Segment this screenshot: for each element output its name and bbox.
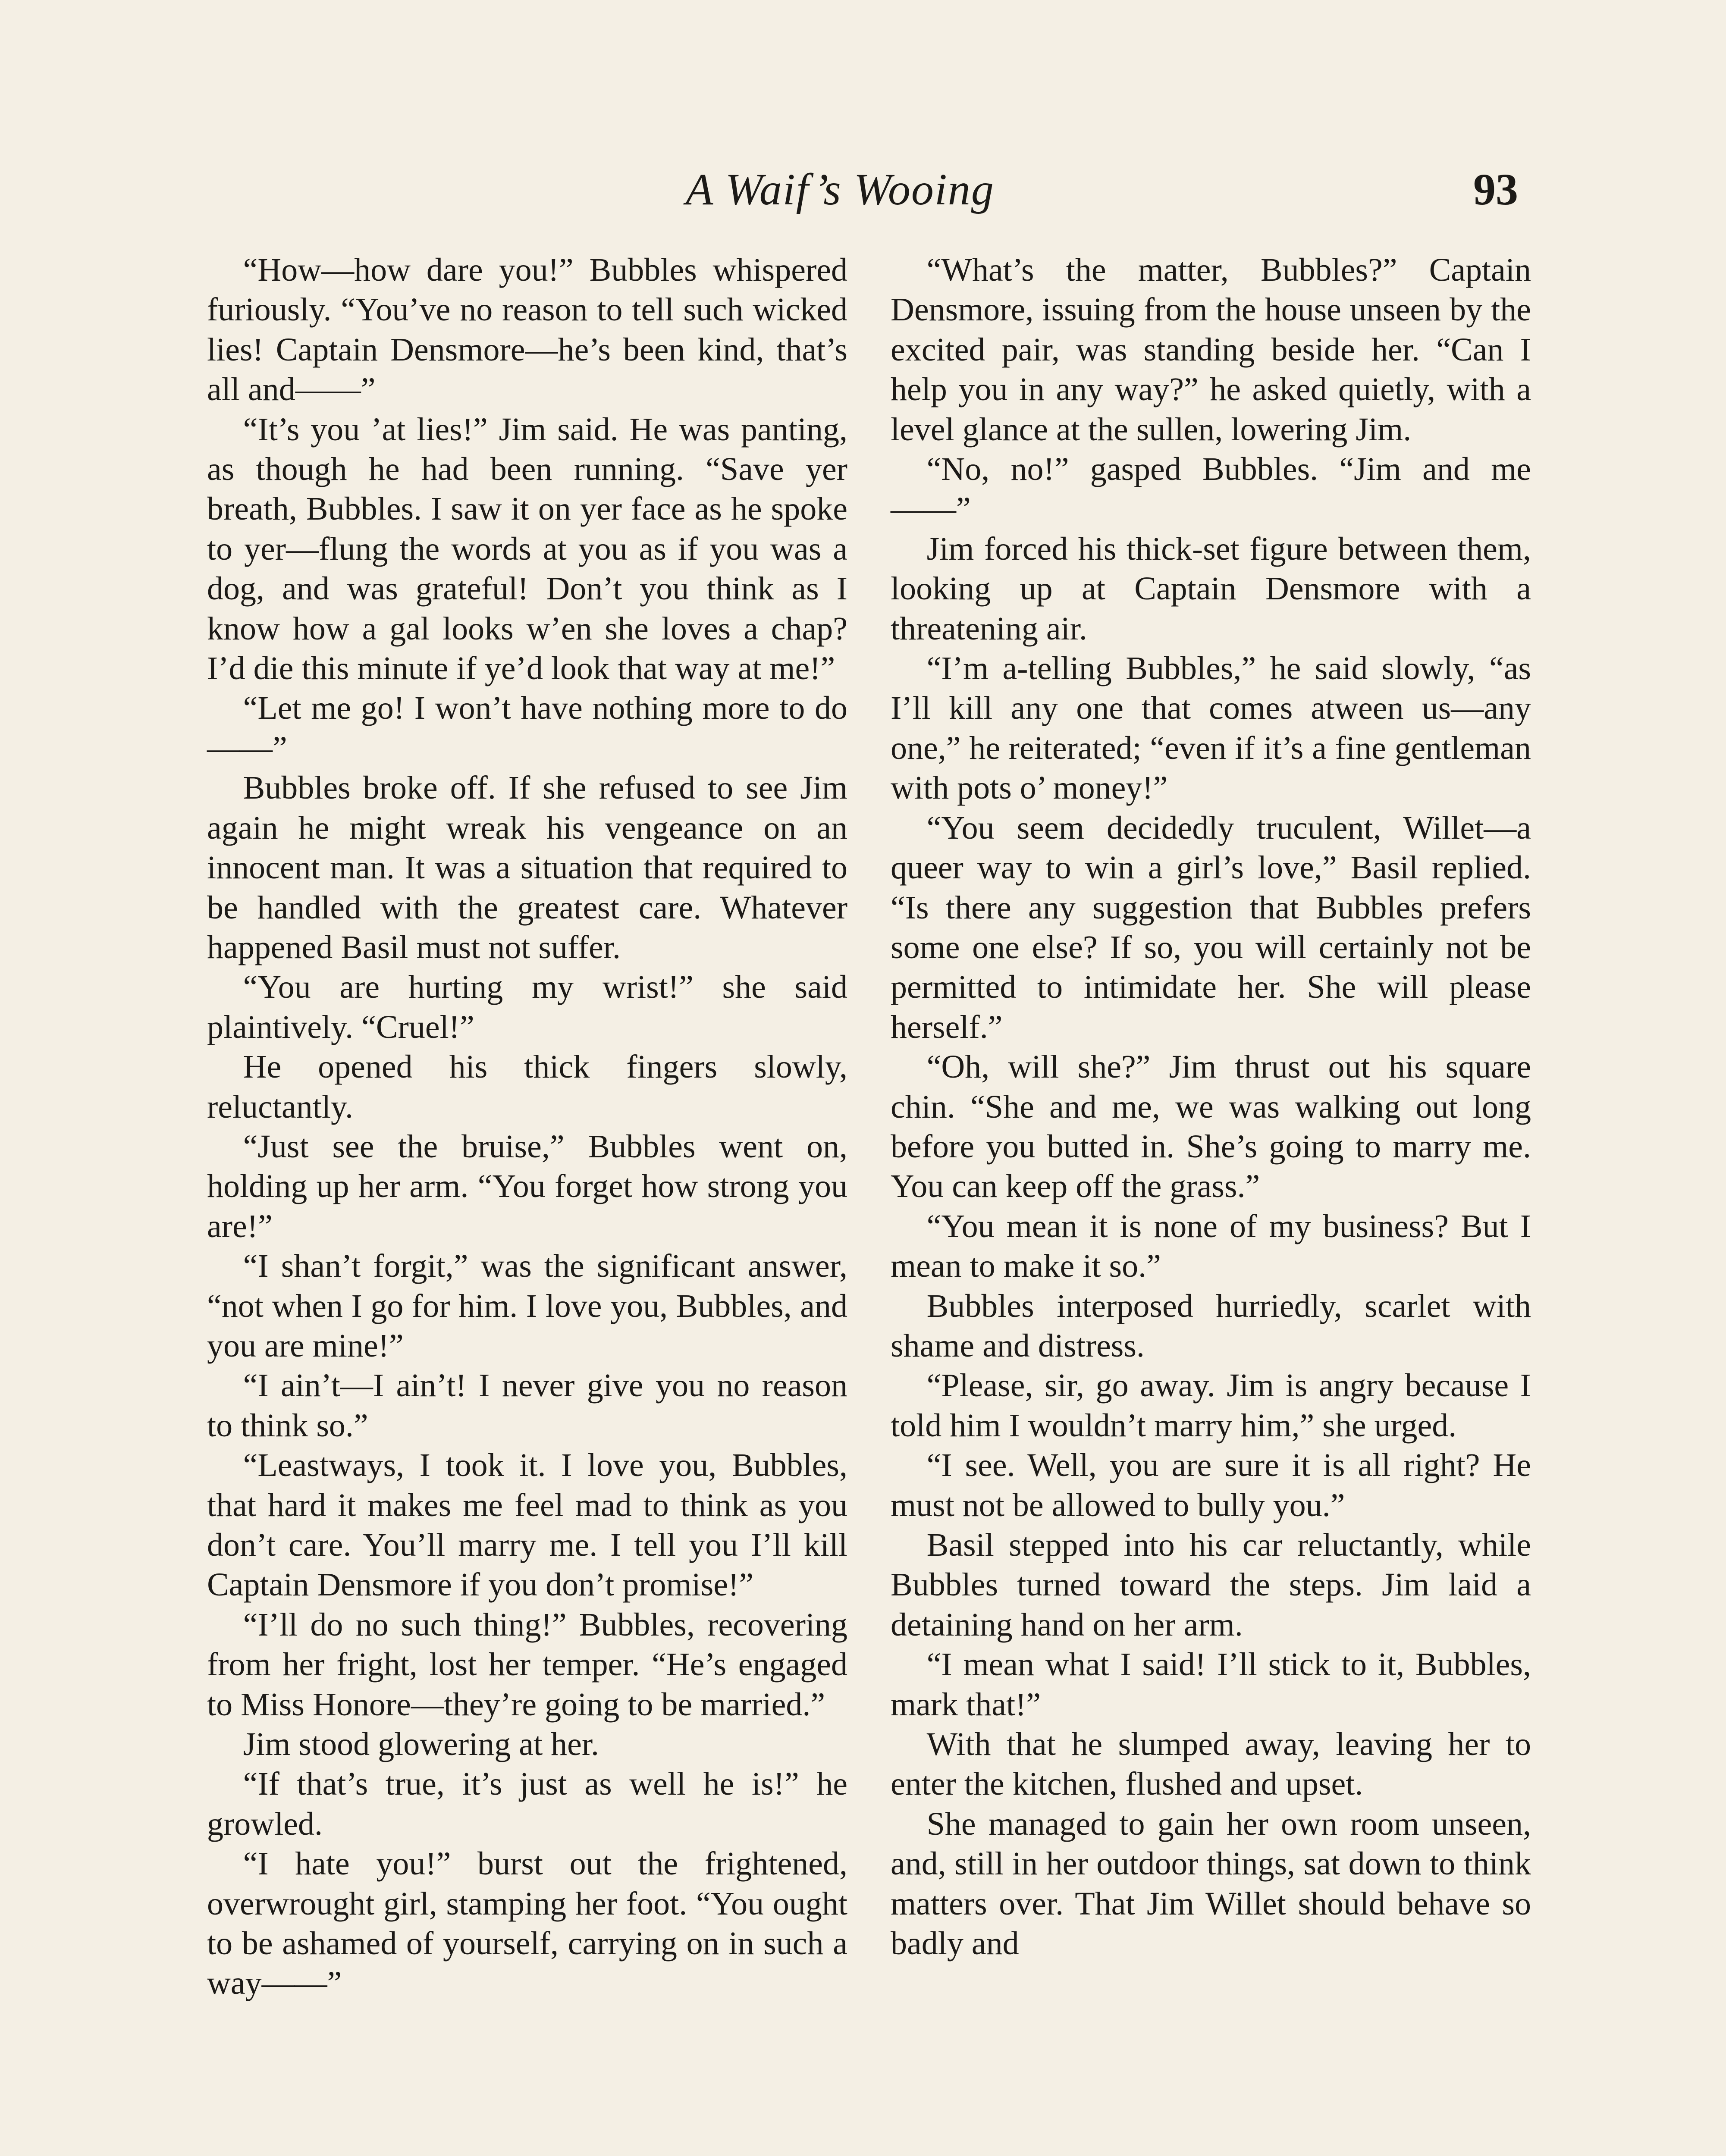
paragraph: “How—how dare you!” Bubbles whispered furiously. “You’ve no reason to tell such wicked lies! Captain Densmore—he’s been kind, that’s all and——” <box>207 252 847 408</box>
page-header <box>207 164 1518 237</box>
paragraph: “You are hurting my wrist!” she said plaintively. “Cruel!” <box>207 969 847 1045</box>
paragraph: Bubbles interposed hurriedly, scarlet with shame and distress. <box>891 1288 1531 1364</box>
paragraph: “I mean what I said! I’ll stick to it, Bubbles, mark that!” <box>891 1646 1531 1723</box>
paragraph: “You seem decidedly truculent, Willet—a queer way to win a girl’s love,” Basil replied. “Is there any suggestion that Bubbles prefers some one else? If so, you will certainly not be permitted to intimidate her. She will please herself.” <box>891 809 1531 1045</box>
paragraph: “I ain’t—I ain’t! I never give you no reason to think so.” <box>207 1367 847 1444</box>
paragraph: “Leastways, I took it. I love you, Bubbles, that hard it makes me feel mad to think as you don’t care. You’ll marry me. I tell you I’ll kill Captain Densmore if you don’t promise!” <box>207 1447 847 1603</box>
right-column <box>891 250 1531 1963</box>
paragraph: She managed to gain her own room unseen, and, still in her outdoor things, sat down to think matters over. That Jim Willet should behave so badly and <box>891 1805 1531 1962</box>
paragraph: Jim stood glowering at her. <box>243 1726 599 1763</box>
paragraph: Bubbles broke off. If she refused to see Jim again he might wreak his vengeance on an innocent man. It was a situation that required to be handled with the greatest care. Whatever happened Basil must not suffer. <box>207 770 847 965</box>
paragraph: “No, no!” gasped Bubbles. “Jim and me——” <box>891 451 1531 527</box>
paragraph: He opened his thick fingers slowly, reluctantly. <box>207 1049 847 1125</box>
paragraph: “I hate you!” burst out the frightened, overwrought girl, stamping her foot. “You ought to be ashamed of yourself, carrying on in such a way——” <box>207 1846 847 2002</box>
paragraph: “I’m a-telling Bubbles,” he said slowly, “as I’ll kill any one that comes atween us—any one,” he reiterated; “even if it’s a fine gentleman with pots o’ money!” <box>891 650 1531 806</box>
paragraph: “Please, sir, go away. Jim is angry because I told him I wouldn’t marry him,” she urged. <box>891 1367 1531 1444</box>
paragraph: “Just see the bruise,” Bubbles went on, holding up her arm. “You forget how strong you are!” <box>207 1128 847 1244</box>
paragraph: “What’s the matter, Bubbles?” Captain Densmore, issuing from the house unseen by the excited pair, was standing beside her. “Can I help you in any way?” he asked quietly, with a level glance at the sullen, lowering Jim. <box>891 252 1531 448</box>
paragraph: With that he slumped away, leaving her to enter the kitchen, flushed and upset. <box>891 1726 1531 1802</box>
paragraph: Basil stepped into his car reluctantly, while Bubbles turned toward the steps. Jim laid a detaining hand on her arm. <box>891 1527 1531 1643</box>
paragraph: Jim forced his thick-set figure between them, looking up at Captain Densmore with a threatening air. <box>891 530 1531 647</box>
page-number: 93 <box>1473 165 1518 214</box>
paragraph: “If that’s true, it’s just as well he is!” he growled. <box>207 1766 847 1842</box>
paragraph: “Let me go! I won’t have nothing more to do——” <box>207 690 847 766</box>
paragraph: “I see. Well, you are sure it is all right? He must not be allowed to bully you.” <box>891 1447 1531 1523</box>
paragraph: “You mean it is none of my business? But I mean to make it so.” <box>891 1208 1531 1285</box>
paragraph: “It’s you ’at lies!” Jim said. He was panting, as though he had been running. “Save yer breath, Bubbles. I saw it on yer face as he spoke to yer—flung the words at you as if you was a dog, and was grateful! Don’t you think as I know how a gal looks w’en she loves a chap? I’d die this minute if ye’d look that way at me!” <box>207 411 847 687</box>
paragraph: “Oh, will she?” Jim thrust out his square chin. “She and me, we was walking out long before you butted in. She’s going to marry me. You can keep off the grass.” <box>891 1049 1531 1205</box>
paragraph: “I’ll do no such thing!” Bubbles, recovering from her fright, lost her temper. “He’s engaged to Miss Honore—they’re going to be married.” <box>207 1606 847 1723</box>
running-title: A Waif’s Wooing <box>686 165 995 214</box>
paragraph: “I shan’t forgit,” was the significant answer, “not when I go for him. I love you, Bubbles, and you are mine!” <box>207 1248 847 1364</box>
left-column <box>207 250 847 2003</box>
